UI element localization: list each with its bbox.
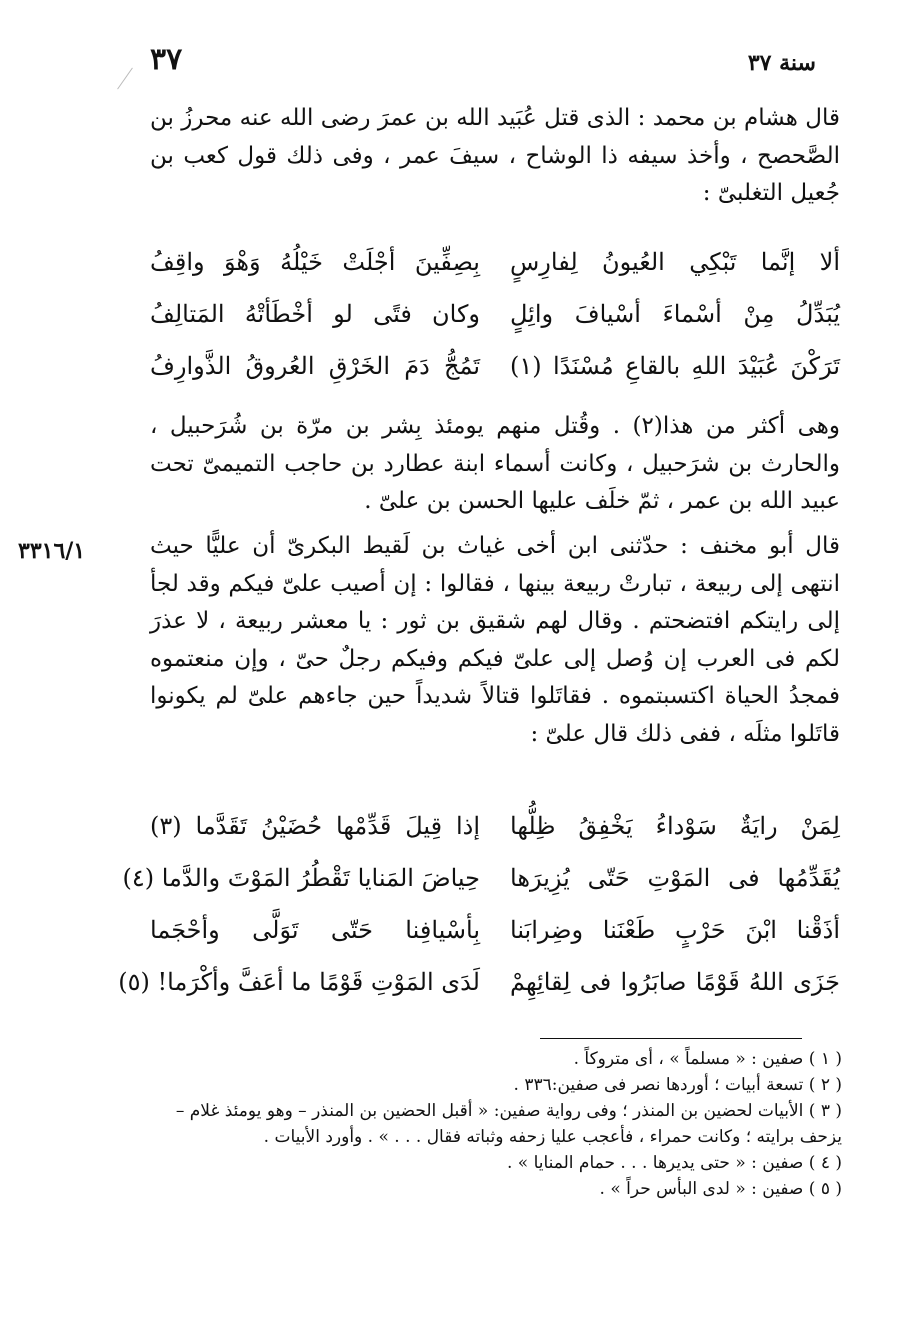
- hemistich-first: لِمَنْ رايَةٌ سَوْداءُ يَخْفِقُ ظِلُّها: [510, 812, 840, 840]
- hemistich-second: لَدَى المَوْتِ قَوْمًا ما أعَفَّ وأكْرَما! (٥): [118, 968, 480, 996]
- footnote-3: ( ٣ ) الأبيات لحضين بن المنذر ؛ وفى رواية صفين: « أقبل الحضين بن المنذر – وهو يومئذ غلام – يزحف برايته ؛ وكانت حمراء ، فأعجب عليا زحفه وثباته فقال . . . » . وأورد الأبيات .: [175, 1101, 842, 1147]
- poem-1-line: [150, 236, 840, 288]
- hemistich-first: ألا إنَّما تَبْكِي العُيونُ لِفارِسٍ: [510, 248, 840, 276]
- footnote-1: ( ١ ) صفين : « مسلماً » ، أى متروكاً .: [573, 1049, 842, 1069]
- hemistich-first: يُقَدِّمُها فى المَوْتِ حَتّى يُزِيرَها: [510, 864, 840, 892]
- hemistich-second: تَمُجُّ دَمَ الخَرْقِ العُروقُ الذَّوارِفُ: [150, 352, 480, 380]
- paragraph-1: قال هشام بن محمد : الذى قتل عُبَيد الله بن عمرَ رضى الله عنه محرزُ بن الصَّحصح ، وأخذ سيفه ذا الوشاح ، سيفَ عمر ، وفى ذلك قول كعب بن جُعيل التغلبىّ :: [150, 105, 840, 206]
- hemistich-second: وكان فتًى لو أخْطَأتْهُ المَتالِفُ: [150, 300, 480, 328]
- poem-2-line: [118, 956, 840, 1008]
- hemistich-second: حِياضَ المَنايا تَقْطُرُ المَوْتَ والدَّما (٤): [122, 864, 480, 892]
- paragraph-2: وهى أكثر من هذا(٢) . وقُتل منهم يومئذ بِشر بن مرّة بن شُرَحبيل ، والحارث بن شرَحبيل ، وكانت أسماء ابنة عطارد بن حاجب التميمىّ تحت عبيد الله بن عمر ، ثمّ خلَف عليها الحسن بن علىّ .: [150, 413, 840, 514]
- paragraph-3-block: [150, 528, 840, 753]
- hemistich-first: يُبَدِّلُ مِنْ أسْماءَ أسْيافَ وائِلٍ: [510, 300, 840, 328]
- pencil-mark: [117, 68, 133, 90]
- footnote-divider: [540, 1038, 802, 1039]
- poem-2-line: [150, 800, 840, 852]
- hemistich-first: جَزَى اللهُ قَوْمًا صابَرُوا فى لِقائِهِمْ: [510, 968, 840, 996]
- hemistich-second: بِصِفِّينَ أجْلَتْ خَيْلُهُ وَهْوَ واقِفُ: [150, 248, 480, 276]
- hemistich-second: إذا قِيلَ قَدِّمْها حُضَيْنُ تَقَدَّما (٣): [150, 812, 480, 840]
- paragraph-1-block: [150, 100, 840, 213]
- poem-2-line: [150, 904, 840, 956]
- poem-2-line: [122, 852, 840, 904]
- footnote-4: ( ٤ ) صفين : « حتى يديرها . . . حمام المنايا » .: [506, 1153, 842, 1173]
- hemistich-second: بِأسْيافِنا حَتّى تَوَلَّى وأحْجَما: [150, 916, 480, 944]
- page-number: ٣٧: [150, 42, 183, 77]
- margin-reference: ٣٣١٦/١: [18, 538, 86, 564]
- hemistich-first: تَرَكْنَ عُبَيْدَ اللهِ بالقاعِ مُسْنَدًا (١): [510, 352, 840, 380]
- poem-2: [118, 800, 840, 1008]
- running-header-year: سنة ٣٧: [747, 50, 816, 76]
- paragraph-3: قال أبو مخنف : حدّثنى ابن أخى غياث بن لَقيط البكرىّ أن عليًّا حيث انتهى إلى ربيعة ، تبارتْ ربيعة بينها ، فقالوا : إن أصيب علىّ فيكم وقد لجأ إلى رايتكم افتضحتم . وقال لهم شقيق بن ثور : يا معشر ربيعة ، لا عذرَ لكم فى العرب إن وُصل إلى علىّ فيكم وفيكم رجلٌ حىّ ، وإن منعتموه فمجدُ الحياة اكتسبتموه . فقاتَلوا قتالاً شديداً حين جاءهم علىّ لم يكونوا قاتَلوا مثلَه ، ففى ذلك قال علىّ :: [150, 533, 840, 747]
- hemistich-first: أذَقْنا ابْنَ حَرْبٍ طَعْنَنا وضِرابَنا: [510, 916, 840, 944]
- poem-1-line: [150, 340, 840, 392]
- poem-1-line: [150, 288, 840, 340]
- poem-1: [150, 236, 840, 392]
- footnote-2: ( ٢ ) تسعة أبيات ؛ أوردها نصر فى صفين:٣٣٦ .: [513, 1075, 842, 1095]
- footnotes: [150, 1046, 842, 1202]
- footnote-5: ( ٥ ) صفين : « لدى البأس حراً » .: [599, 1179, 842, 1199]
- paragraph-2-block: [150, 408, 840, 521]
